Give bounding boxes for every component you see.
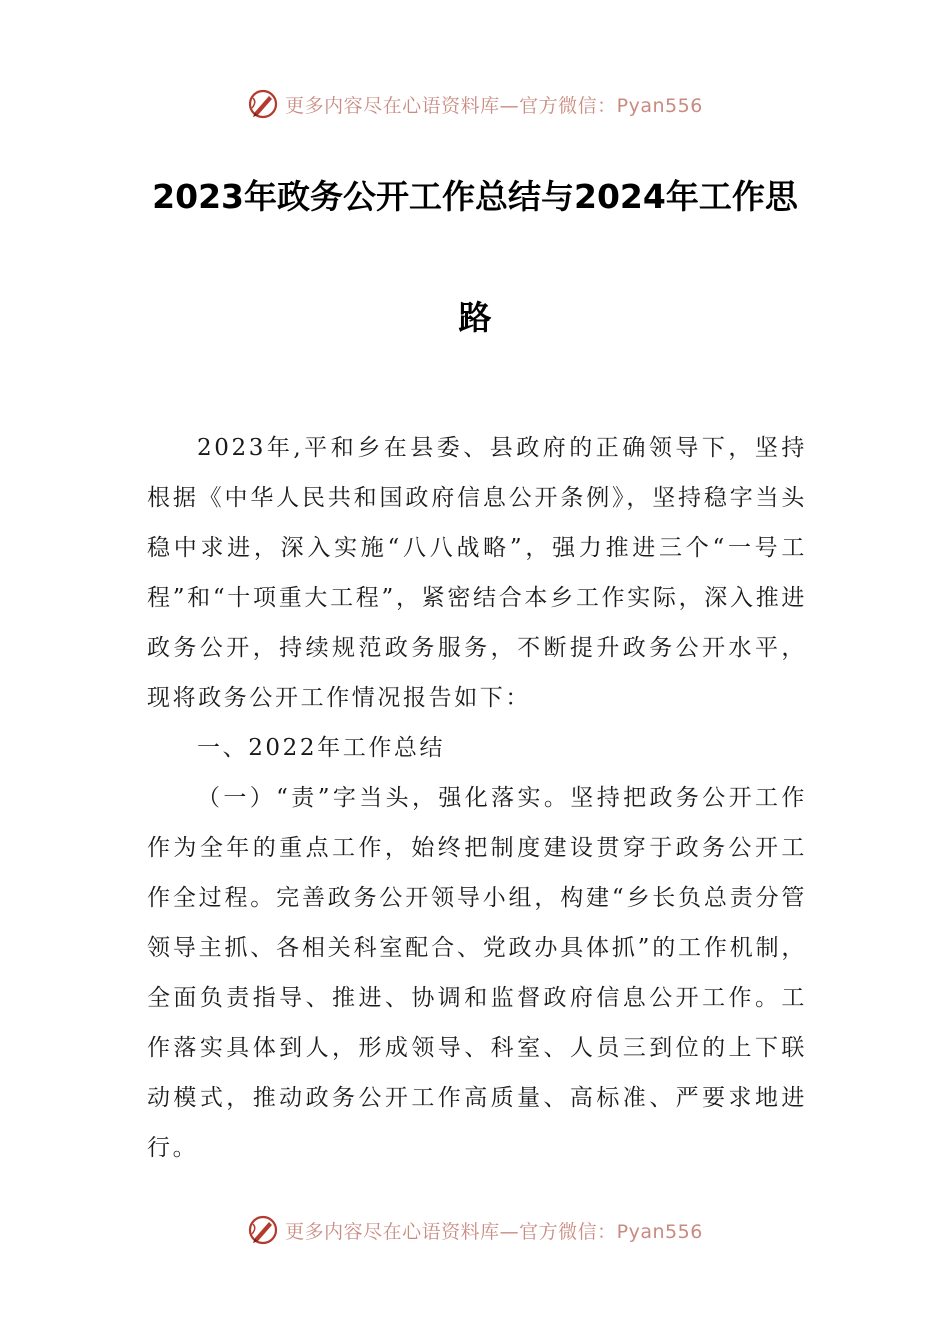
watermark-text: 更多内容尽在心语资料库—官方微信：Pyan556 — [285, 94, 703, 117]
section-paragraph: （一）“责”字当头，强化落实。坚持把政务公开工作作为全年的重点工作，始终把制度建设贯穿于政务公开工作全过程。完善政务公开领导小组，构建“乡长负总责分管领导主抓、各相关科室配合、党政办具体抓”的工作机制，全面负责指导、推进、协调和监督政府信息公开工作。工作落实具体到人，形成领导、科室、人员三到位的上下联动模式，推动政务公开工作高质量、高标准、严要求地进行。 — [147, 785, 807, 1161]
pen-logo-icon — [247, 88, 279, 120]
pen-logo-icon — [247, 1214, 279, 1246]
document-title-line-2: 路 — [458, 298, 492, 337]
section-heading: 一、2022年工作总结 — [197, 735, 446, 761]
intro-paragraph: 2023年,平和乡在县委、县政府的正确领导下，坚持根据《中华人民共和国政府信息公开条例》，坚持稳字当头稳中求进，深入实施“八八战略”，强力推进三个“一号工程”和“十项重大工程”，紧密结合本乡工作实际，深入推进政务公开，持续规范政务服务，不断提升政务公开水平，现将政务公开工作情况报告如下： — [147, 435, 807, 711]
document-title-line-1: 2023年政务公开工作总结与2024年工作思 — [152, 177, 798, 216]
header-watermark — [0, 86, 950, 122]
footer-watermark — [0, 1212, 950, 1248]
watermark-text: 更多内容尽在心语资料库—官方微信：Pyan556 — [285, 1220, 703, 1243]
